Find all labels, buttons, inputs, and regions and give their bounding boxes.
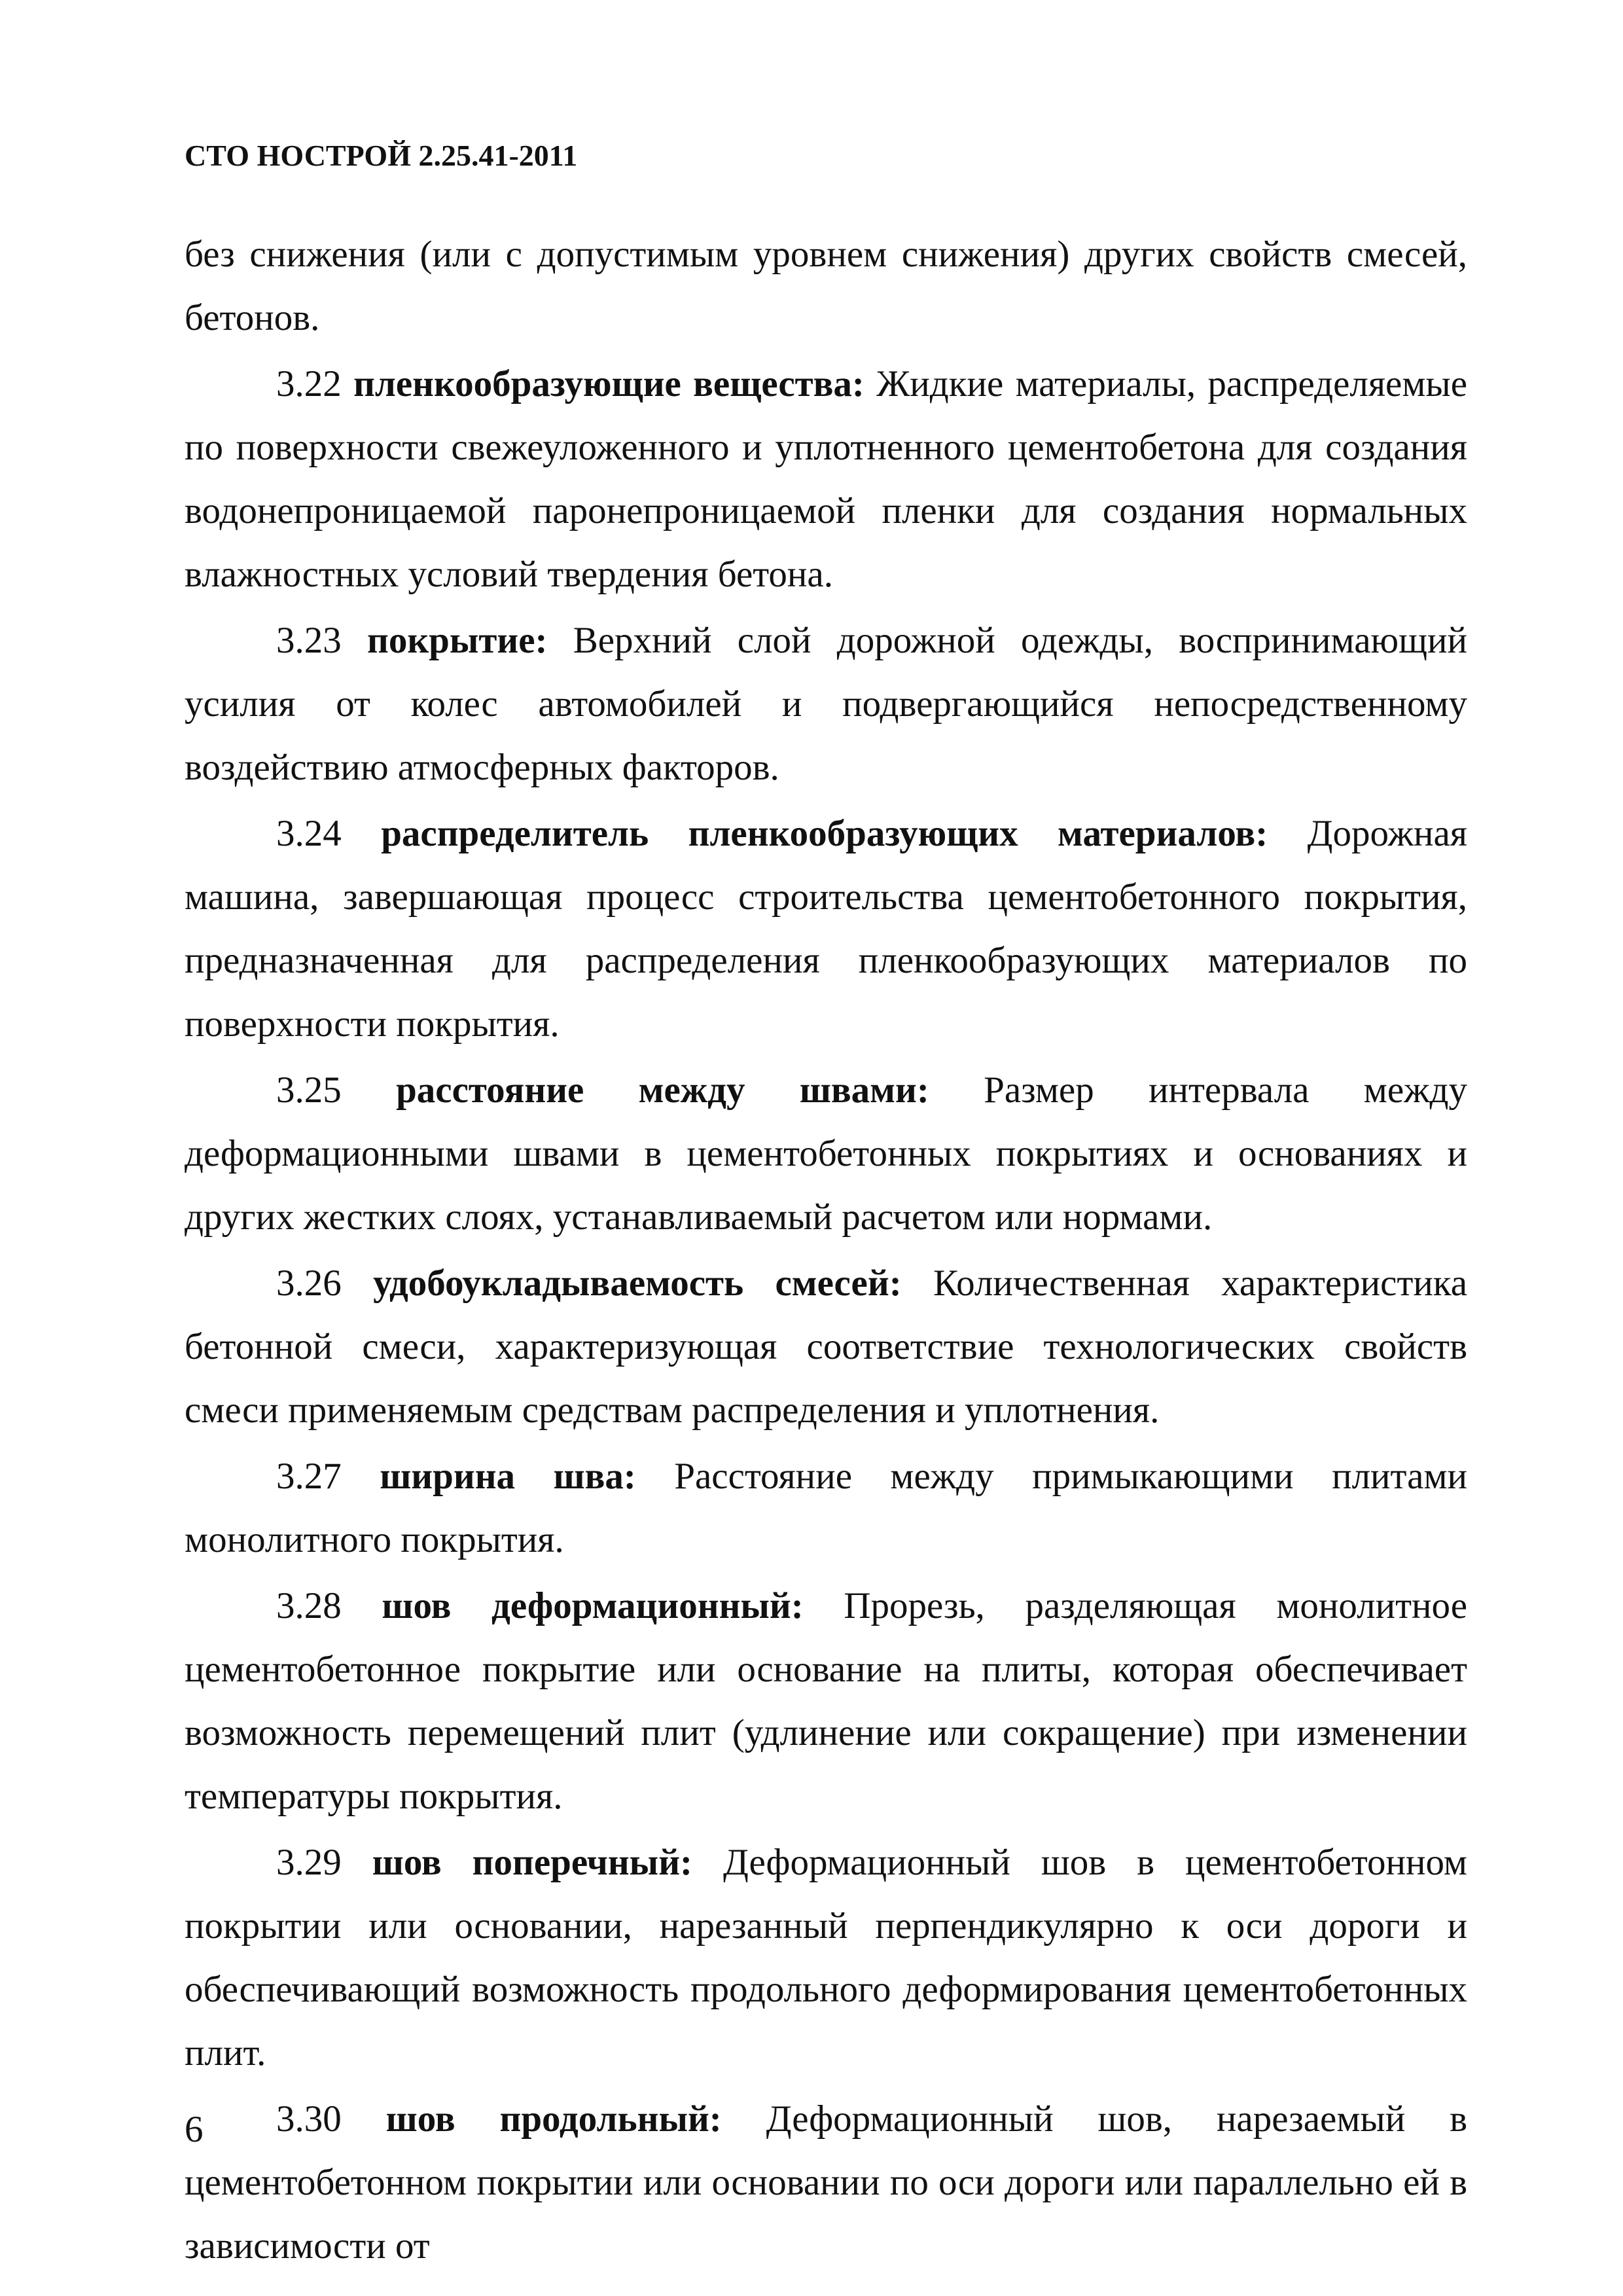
page-number: 6 — [185, 2109, 204, 2150]
definition-number: 3.30 — [276, 2098, 342, 2140]
definition-term: шов поперечный: — [372, 1842, 693, 1883]
definition-number: 3.25 — [276, 1069, 342, 1111]
definition-text: Жидкие материалы, распределяемые по поверхности свежеуложенного и уплотненного цементобетона для создания водонепроницаемой паронепроницаемой пленки для создания нормальных влажностных условий твердения бетона. — [185, 363, 1468, 595]
document-body — [185, 223, 1467, 2280]
document-header: СТО НОСТРОЙ 2.25.41-2011 — [185, 139, 578, 172]
definition-3-24 — [185, 802, 1467, 1056]
intro-paragraph: без снижения (или с допустимым уровнем снижения) других свойств смесей, бетонов. — [185, 234, 1467, 338]
definition-term: пленкообразующие вещества: — [353, 363, 865, 404]
definition-3-25 — [185, 1058, 1467, 1249]
definition-number: 3.27 — [276, 1456, 342, 1497]
definition-number: 3.29 — [276, 1842, 342, 1883]
definition-3-28 — [185, 1574, 1467, 1828]
definition-term: ширина шва: — [380, 1456, 636, 1497]
definition-3-26 — [185, 1251, 1467, 1442]
definition-number: 3.22 — [276, 363, 342, 404]
definition-text: Деформационный шов, нарезаемый в цементобетонном покрытии или основании по оси дороги или параллельно ей в зависимости от — [185, 2098, 1468, 2267]
definition-text: Прорезь, разделяющая монолитное цементобетонное покрытие или основание на плиты, которая обеспечивает возможность перемещений плит (удлинение или сокращение) при изменении температуры покрытия. — [185, 1585, 1467, 1817]
definition-number: 3.28 — [276, 1585, 342, 1626]
definition-text: Расстояние между примыкающими плитами монолитного покрытия. — [185, 1456, 1468, 1560]
definition-3-27 — [185, 1444, 1467, 1571]
definition-term: шов продольный: — [385, 2098, 722, 2140]
definition-term: распределитель пленкообразующих материалов: — [381, 813, 1268, 854]
definition-number: 3.26 — [276, 1263, 342, 1304]
definition-text: Размер интервала между деформационными швами в цементобетонных покрытиях и основаниях и других жестких слоях, устанавливаемый расчетом или нормами. — [185, 1069, 1467, 1238]
definition-term: шов деформационный: — [382, 1585, 804, 1626]
definition-text: Дорожная машина, завершающая процесс строительства цементобетонного покрытия, предназначенная для распределения пленкообразующих материалов по поверхности покрытия. — [185, 813, 1468, 1045]
definition-text: Деформационный шов в цементобетонном покрытии или основании, нарезанный перпендикулярно к оси дороги и обеспечивающий возможность продольного деформирования цементобетонных плит. — [185, 1842, 1467, 2073]
definition-3-29 — [185, 1831, 1467, 2085]
definition-3-30 — [185, 2087, 1467, 2278]
definition-term: покрытие: — [366, 620, 548, 661]
definition-number: 3.23 — [276, 620, 342, 661]
definition-number: 3.24 — [276, 813, 342, 854]
definition-term: расстояние между швами: — [396, 1069, 929, 1111]
definition-text: Верхний слой дорожной одежды, воспринимающий усилия от колес автомобилей и подвергающийся непосредственному воздействию атмосферных факторов. — [185, 620, 1468, 788]
definition-3-23 — [185, 609, 1467, 799]
definition-3-22 — [185, 352, 1467, 606]
definition-text: Количественная характеристика бетонной смеси, характеризующая соответствие технологических свойств смеси применяемым средствам распределения и уплотнения. — [185, 1263, 1468, 1431]
definition-term: удобоукладываемость смесей: — [373, 1263, 902, 1304]
